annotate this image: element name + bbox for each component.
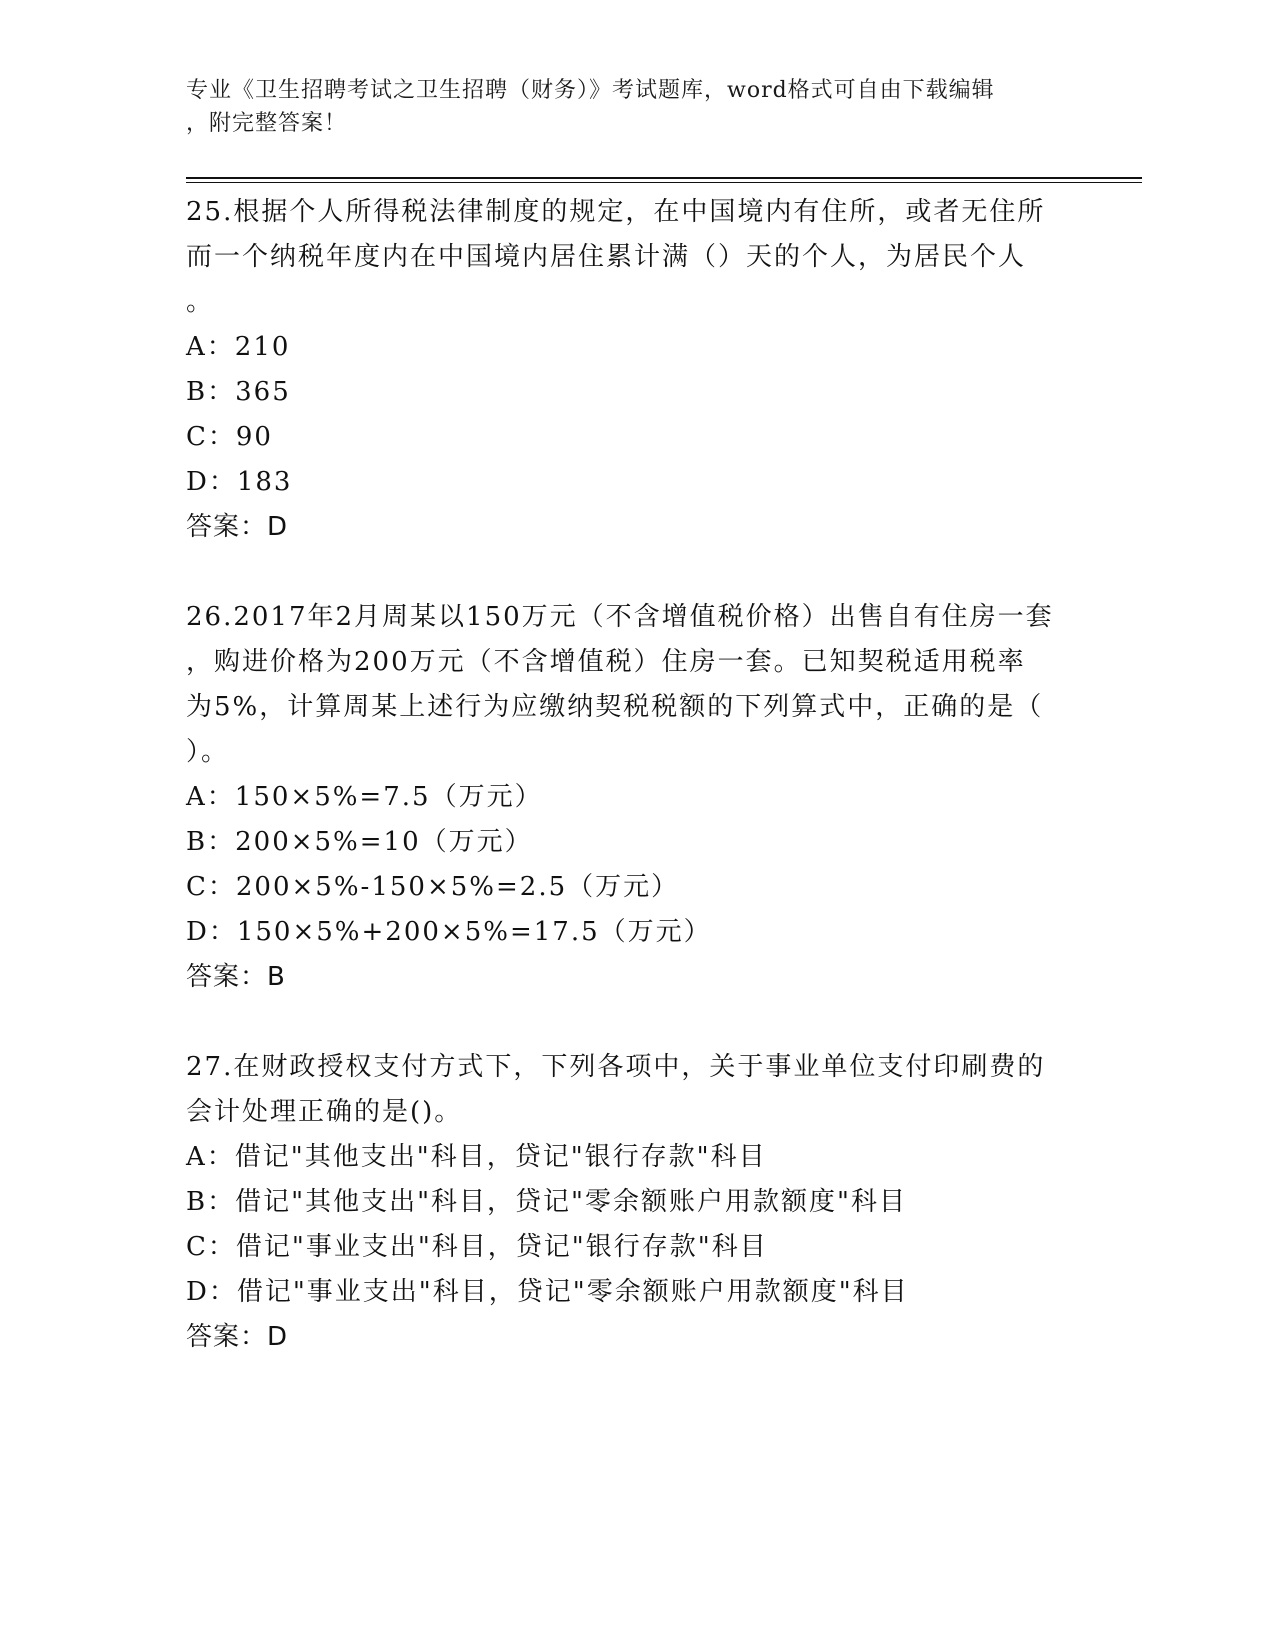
answer-line: 答案：D (186, 1322, 289, 1352)
option-c: C：借记"事业支出"科目，贷记"银行存款"科目 (186, 1232, 768, 1262)
stem-line: 而一个纳税年度内在中国境内居住累计满（）天的个人，为居民个人 (186, 242, 1027, 272)
stem-line: ，购进价格为200万元（不含增值税）住房一套。已知契税适用税率 (186, 647, 1026, 677)
option-a: A：210 (186, 332, 291, 362)
option-a: A：借记"其他支出"科目，贷记"银行存款"科目 (186, 1142, 767, 1172)
question-stem (186, 595, 1086, 775)
question-stem (186, 190, 1086, 325)
answer-line: 答案：B (186, 962, 286, 992)
stem-line: 。 (186, 287, 215, 317)
question-spacer (186, 1000, 1086, 1045)
option-d: D：183 (186, 467, 293, 497)
option-a: A：150×5%=7.5（万元） (186, 782, 543, 812)
answer-line: 答案：D (186, 512, 289, 542)
header-divider-secondary (186, 182, 1142, 183)
option-c: C：200×5%-150×5%=2.5（万元） (186, 872, 680, 902)
option-d: D：借记"事业支出"科目，贷记"零余额账户用款额度"科目 (186, 1277, 909, 1307)
option-b: B：借记"其他支出"科目，贷记"零余额账户用款额度"科目 (186, 1187, 907, 1217)
stem-line: 为5%，计算周某上述行为应缴纳契税税额的下列算式中，正确的是（ (186, 692, 1044, 722)
stem-line: ）。 (186, 737, 230, 767)
header-line-2: ，附完整答案！ (186, 111, 348, 136)
option-d: D：150×5%+200×5%=17.5（万元） (186, 917, 712, 947)
option-c: C：90 (186, 422, 273, 452)
question-27 (186, 1045, 1086, 1360)
header-line-1: 专业《卫生招聘考试之卫生招聘（财务）》考试题库，word格式可自由下载编辑 (186, 78, 995, 103)
stem-line: 25.根据个人所得税法律制度的规定，在中国境内有住所，或者无住所 (186, 197, 1046, 227)
stem-line: 27.在财政授权支付方式下，下列各项中，关于事业单位支付印刷费的 (186, 1052, 1046, 1082)
option-b: B：365 (186, 377, 291, 407)
question-25 (186, 190, 1086, 550)
question-spacer (186, 550, 1086, 595)
stem-line: 26.2017年2月周某以150万元（不含增值税价格）出售自有住房一套 (186, 602, 1054, 632)
document-header (186, 74, 1086, 140)
header-divider (186, 177, 1142, 179)
question-stem (186, 1045, 1086, 1135)
question-list (186, 190, 1086, 1360)
option-b: B：200×5%=10（万元） (186, 827, 533, 857)
question-26 (186, 595, 1086, 1000)
stem-line: 会计处理正确的是()。 (186, 1097, 463, 1127)
